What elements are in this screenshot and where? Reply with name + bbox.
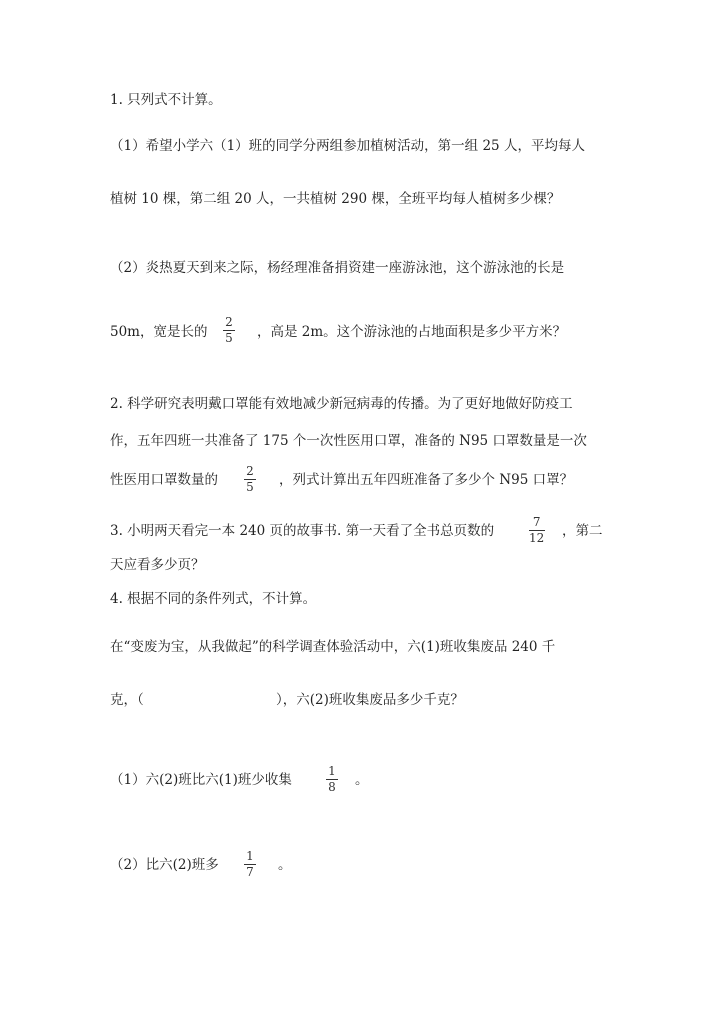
q4-heading: 4. 根据不同的条件列式，不计算。 [110, 591, 317, 607]
q3-line2: 天应看多少页？ [110, 557, 205, 573]
fraction-numerator: 2 [225, 315, 233, 329]
fraction-denominator: 7 [246, 865, 254, 879]
fraction-numerator: 7 [532, 515, 541, 529]
fraction-denominator: 12 [529, 531, 545, 545]
q4-line1: 在“变废为宝，从我做起”的科学调查体验活动中，六(1)班收集废品 240 千 [110, 639, 556, 655]
fraction-one-seventh [244, 850, 256, 879]
q4-condition2-text: （2）比六(2)班多 [110, 857, 219, 873]
q4-condition1-text: （1）六(2)班比六(1)班少收集 [110, 772, 292, 788]
fraction-one-eighth [326, 765, 338, 794]
q2-line1: 2. 科学研究表明戴口罩能有效地减少新冠病毒的传播。为了更好地做好防疫工 [110, 396, 573, 412]
q1-part2-line2-end: ，高是 2m。这个游泳池的占地面积是多少平方米？ [257, 324, 567, 340]
fraction-numerator: 1 [328, 764, 336, 778]
fraction-numerator: 1 [246, 849, 254, 863]
fraction-denominator: 5 [225, 331, 233, 345]
q1-part1-line1: （1）希望小学六（1）班的同学分两组参加植树活动，第一组 25 人，平均每人 [110, 138, 585, 154]
q4-line2-end: ），六(2)班收集废品多少千克？ [276, 692, 464, 708]
q1-part2-line2-start: 50m，宽是长的 [110, 324, 208, 340]
q4-line2-start: 克，（ [110, 692, 144, 708]
q1-heading: 1. 只列式不计算。 [110, 92, 222, 108]
fraction-denominator: 8 [328, 780, 336, 794]
q1-part2-line1: （2）炎热夏天到来之际，杨经理准备捐资建一座游泳池，这个游泳池的长是 [110, 260, 565, 276]
q2-line3-end: ，列式计算出五年四班准备了多少个 N95 口罩？ [279, 472, 574, 488]
fraction-denominator: 5 [246, 480, 254, 494]
q4-condition2-end: 。 [278, 857, 292, 873]
q3-line1-start: 3. 小明两天看完一本 240 页的故事书. 第一天看了全书总页数的 [110, 523, 495, 539]
fraction-numerator: 2 [246, 464, 254, 478]
fraction-seven-twelfths [527, 516, 546, 545]
q4-condition1-end: 。 [355, 772, 369, 788]
fraction-two-fifths [244, 465, 256, 494]
q3-line1-end: ，第二 [562, 523, 603, 539]
fraction-two-fifths [223, 316, 235, 345]
q2-line3-start: 性医用口罩数量的 [110, 472, 218, 488]
q2-line2: 作，五年四班一共准备了 175 个一次性医用口罩，准备的 N95 口罩数量是一次 [110, 433, 587, 449]
q1-part1-line2: 植树 10 棵，第二组 20 人，一共植树 290 棵，全班平均每人植树多少棵？ [110, 191, 561, 207]
